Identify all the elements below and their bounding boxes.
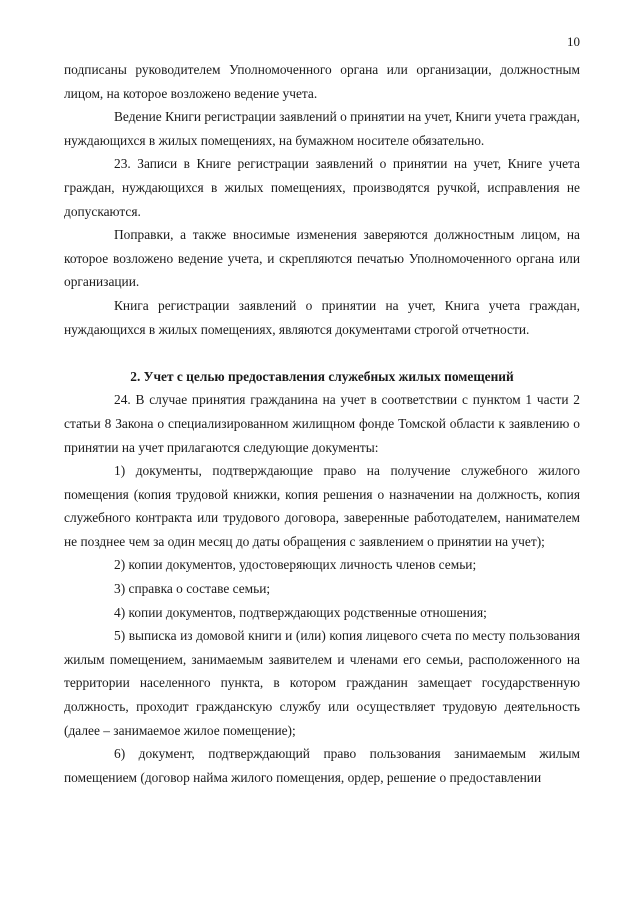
page-number: 10 — [567, 34, 580, 49]
list-item-6: 6) документ, подтверждающий право пользования занимаемым жилым помещением (договор найма жилого помещения, ордер, решение о предоставлении — [64, 746, 580, 785]
document-body — [64, 58, 580, 789]
list-item-1: 1) документы, подтверждающие право на получение служебного жилого помещения (копия трудовой книжки, копия решения о назначении на должность, копия служебного контракта или трудового договора, заверенные работодателем, нанимателем не позднее чем за один месяц до даты обращения с заявлением о принятии на учет); — [64, 463, 580, 549]
section-heading: 2. Учет с целью предоставления служебных жилых помещений — [130, 368, 514, 384]
list-item-3: 3) справка о составе семьи; — [114, 581, 271, 597]
list-item-5: 5) выписка из домовой книги и (или) копия лицевого счета по месту пользования жилым помещением, занимаемым заявителем и членами его семьи, расположенного на территории населенного пункта, в котором гражданин замещает государственную должность, проходит гражданскую службу или осуществляет трудовую деятельность (далее – занимаемое жилое помещение); — [64, 628, 580, 738]
list-item-4: 4) копии документов, подтверждающих родственные отношения; — [114, 604, 487, 620]
paragraph-24: 24. В случае принятия гражданина на учет в соответствии с пунктом 1 части 2 статьи 8 Закона о специализированном жилищном фонде Томской области к заявлению о принятии на учет прилагаются следующие документы: — [64, 392, 580, 455]
paragraph-continuation: подписаны руководителем Уполномоченного органа или организации, должностным лицом, на которое возложено ведение учета. — [64, 62, 580, 101]
paragraph-corrections: Поправки, а также вносимые изменения заверяются должностным лицом, на которое возложено ведение учета, и скрепляются печатью Уполномоченного органа или организации. — [64, 227, 580, 290]
paragraph-23: 23. Записи в Книге регистрации заявлений о принятии на учет, Книге учета граждан, нуждающихся в жилых помещениях, производятся ручкой, исправления не допускаются. — [64, 156, 580, 219]
paragraph-strict-reporting: Книга регистрации заявлений о принятии на учет, Книга учета граждан, нуждающихся в жилых помещениях, являются документами строгой отчетности. — [64, 297, 580, 337]
paragraph-paper-register: Ведение Книги регистрации заявлений о принятии на учет, Книги учета граждан, нуждающихся в жилых помещениях, на бумажном носителе обязательно. — [64, 109, 580, 148]
list-item-2: 2) копии документов, удостоверяющих личность членов семьи; — [114, 557, 477, 573]
